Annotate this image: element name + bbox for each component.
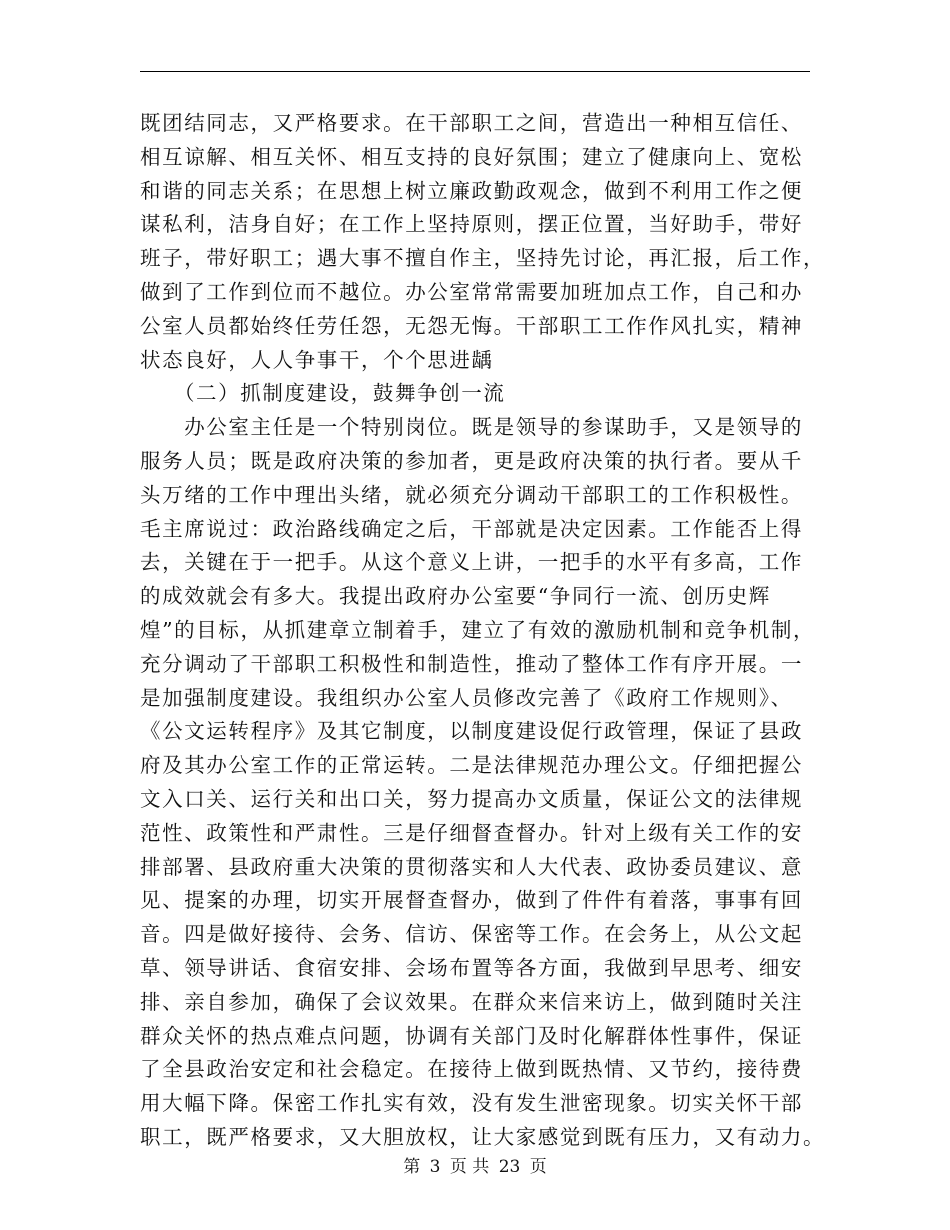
text-line: 了全县政治安定和社会稳定。在接待上做到既热情、又节约，接待费 [140,1057,803,1082]
document-body [140,107,826,1155]
text-line: 办公室主任是一个特别岗位。既是领导的参谋助手，又是领导的 [140,415,803,440]
text-line: 排部署、县政府重大决策的贯彻落实和人大代表、政协委员建议、意 [140,854,803,879]
text-line: 和谐的同志关系；在思想上树立廉政勤政观念，做到不利用工作之便 [140,178,803,203]
text-line: 去，关键在于一把手。从这个意义上讲，一把手的水平有多高，工作 [140,550,803,575]
text-line: 班子，带好职工；遇大事不擅自作主，坚持先讨论，再汇报，后工作， [140,246,826,271]
text-line: 用大幅下降。保密工作扎实有效，没有发生泄密现象。切实关怀干部 [140,1091,803,1116]
text-line: 做到了工作到位而不越位。办公室常常需要加班加点工作，自己和办 [140,279,803,304]
footer-suffix: 页 [529,1157,547,1177]
header-rule [140,71,810,72]
footer-mid: 页 共 [449,1157,490,1177]
text-line: 状态良好，人人争事干，个个思进龋 [140,347,494,372]
text-line: 府及其办公室工作的正常运转。二是法律规范办理公文。仔细把握公 [140,753,803,778]
text-line: 见、提案的办理，切实开展督查督办，做到了件件有着落，事事有回 [140,888,803,913]
text-line: 文入口关、运行关和出口关，努力提高办文质量，保证公文的法律规 [140,786,803,811]
text-line: 范性、政策性和严肃性。三是仔细督查督办。针对上级有关工作的安 [140,820,803,845]
text-line: 公室人员都始终任劳任怨，无怨无悔。干部职工工作作风扎实，精神 [140,313,803,338]
footer-total-pages: 23 [498,1157,521,1177]
text-line: 相互谅解、相互关怀、相互支持的良好氛围；建立了健康向上、宽松 [140,144,803,169]
text-line: 《公文运转程序》及其它制度，以制度建设促行政管理，保证了县政 [140,719,803,744]
text-line: 职工，既严格要求，又大胆放权，让大家感觉到既有压力，又有动力。 [140,1124,826,1149]
page-footer [0,1152,950,1177]
text-line: 谋私利，洁身自好；在工作上坚持原则，摆正位置，当好助手，带好 [140,212,803,237]
text-line: 的成效就会有多大。我提出政府办公室要“争同行一流、创历史辉 [140,584,771,609]
text-line: 是加强制度建设。我组织办公室人员修改完善了《政府工作规则》、 [140,685,793,710]
text-line: 音。四是做好接待、会务、信访、保密等工作。在会务上，从公文起 [140,922,803,947]
text-line: 毛主席说过：政治路线确定之后，干部就是决定因素。工作能否上得 [140,516,803,541]
text-line: 充分调动了干部职工积极性和制造性，推动了整体工作有序开展。一 [140,651,803,676]
footer-prefix: 第 [403,1157,421,1177]
text-line: 群众关怀的热点难点问题，协调有关部门及时化解群体性事件，保证 [140,1023,803,1048]
text-line: 服务人员；既是政府决策的参加者，更是政府决策的执行者。要从千 [140,448,803,473]
text-line: 草、领导讲话、食宿安排、会场布置等各方面，我做到早思考、细安 [140,955,803,980]
text-line: 煌”的目标，从抓建章立制着手，建立了有效的激励机制和竞争机制， [140,617,816,642]
text-line: 既团结同志，又严格要求。在干部职工之间，营造出一种相互信任、 [140,111,803,135]
text-line: 排、亲自参加，确保了会议效果。在群众来信来访上，做到随时关注 [140,989,803,1014]
text-line: （二）抓制度建设，鼓舞争创一流 [140,381,506,406]
footer-page-number: 3 [429,1157,441,1177]
text-line: 头万绪的工作中理出头绪，就必须充分调动干部职工的工作积极性。 [140,482,803,507]
